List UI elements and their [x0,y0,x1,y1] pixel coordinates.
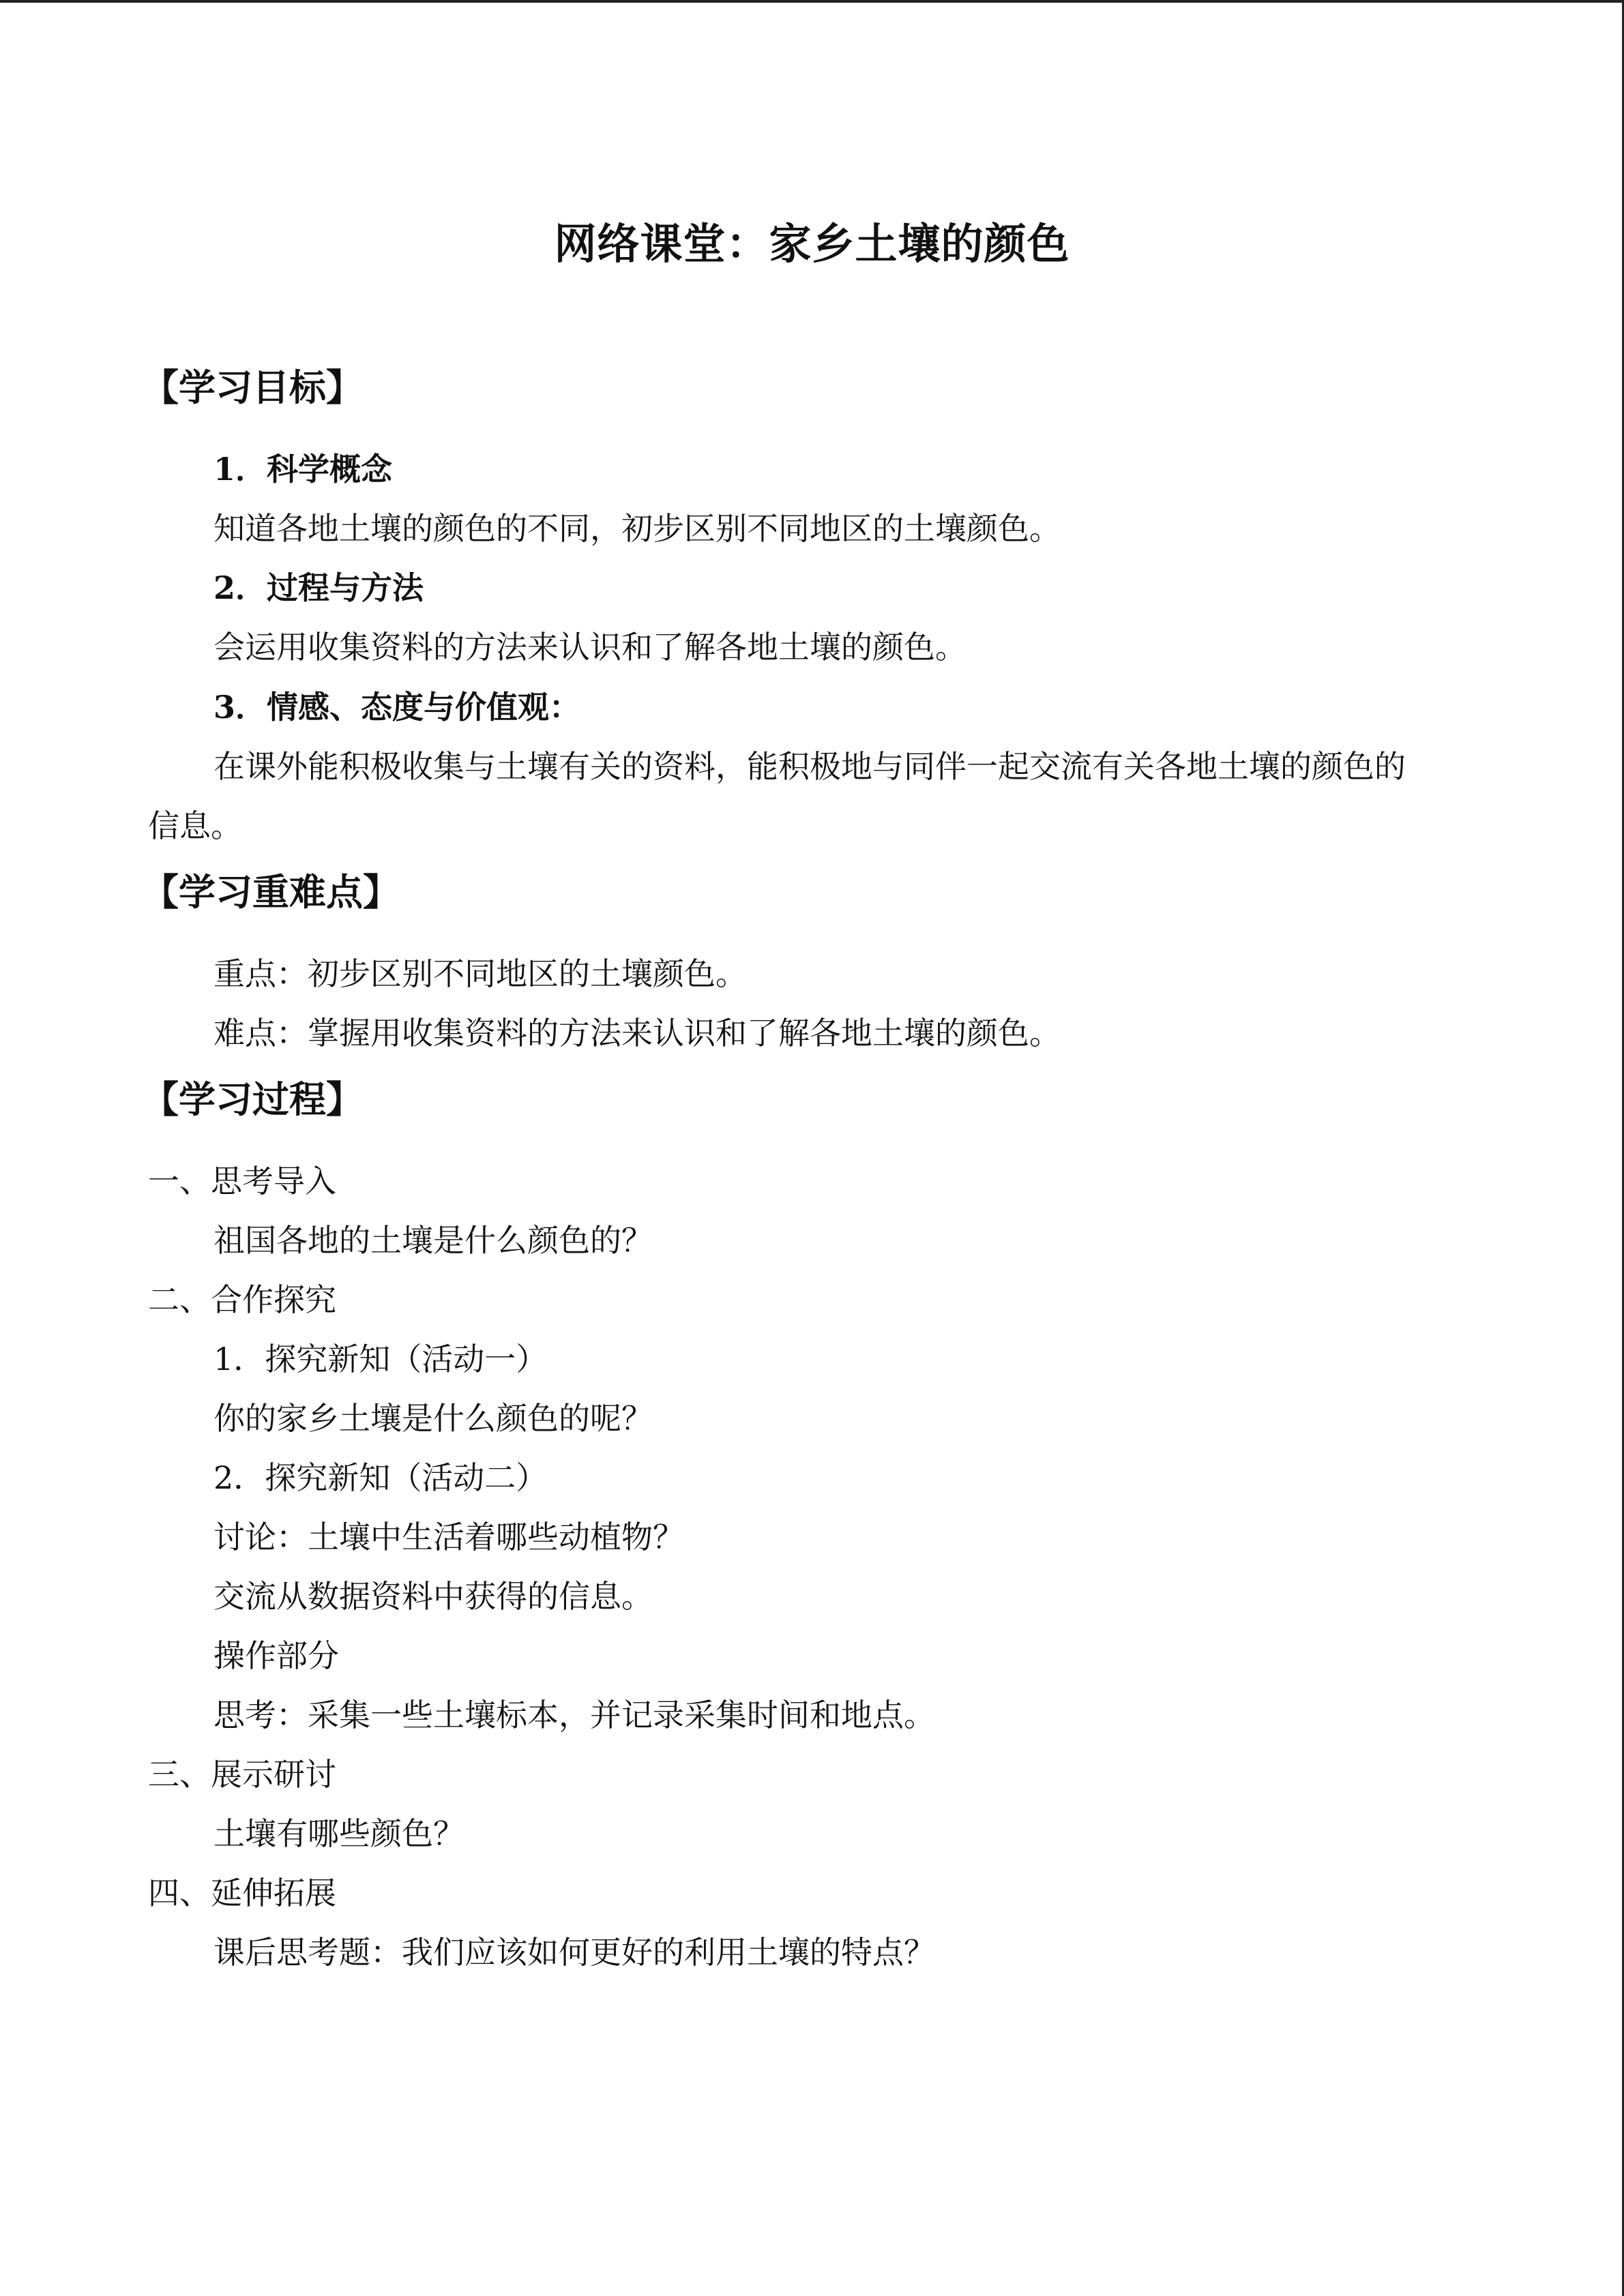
process-part2-think: 思考：采集一些土壤标本，并记录采集时间和地点。 [213,1697,935,1733]
process-part2-activity1-label: 1．探究新知（活动一） [213,1341,548,1377]
process-part2-activity2-label: 2．探究新知（活动二） [213,1459,548,1496]
process-part1-title: 一、思考导入 [148,1163,336,1199]
process-part1-question: 祖国各地的土壤是什么颜色的？ [213,1222,653,1259]
objective-label-1: 1．科学概念 [213,451,393,488]
section-heading-process: 【学习过程】 [142,1077,363,1121]
objective-label-2: 2．过程与方法 [213,569,424,606]
section-heading-objectives: 【学习目标】 [142,366,363,409]
process-part4-title: 四、延伸拓展 [148,1875,336,1911]
objective-text-3-line1: 在课外能积极收集与土壤有关的资料，能积极地与同伴一起交流有关各地土壤的颜色的 [213,748,1406,785]
objective-text-2: 会运用收集资料的方法来认识和了解各地土壤的颜色。 [213,629,966,666]
key-point-important: 重点：初步区别不同地区的土壤颜色。 [213,955,747,992]
objective-text-1: 知道各地土壤的颜色的不同，初步区别不同地区的土壤颜色。 [213,510,1061,547]
objective-text-3-line2: 信息。 [148,807,242,844]
process-part3-title: 三、展示研讨 [148,1756,336,1793]
section-heading-key-points: 【学习重难点】 [142,870,400,914]
process-part2-title: 二、合作探究 [148,1281,336,1318]
document-title: 网络课堂：家乡土壤的颜色 [554,219,1070,269]
process-part2-operation: 操作部分 [213,1637,339,1674]
process-part2-exchange: 交流从数据资料中获得的信息。 [213,1578,653,1615]
process-part2-activity1-question: 你的家乡土壤是什么颜色的呢？ [213,1400,653,1437]
key-point-difficult: 难点：掌握用收集资料的方法来认识和了解各地土壤的颜色。 [213,1015,1061,1052]
process-part4-question: 课后思考题：我们应该如何更好的利用土壤的特点？ [213,1934,935,1971]
objective-label-3: 3．情感、态度与价值观： [213,689,581,726]
process-part3-question: 土壤有哪些颜色？ [213,1815,464,1852]
process-part2-discussion: 讨论：土壤中生活着哪些动植物？ [213,1519,684,1555]
